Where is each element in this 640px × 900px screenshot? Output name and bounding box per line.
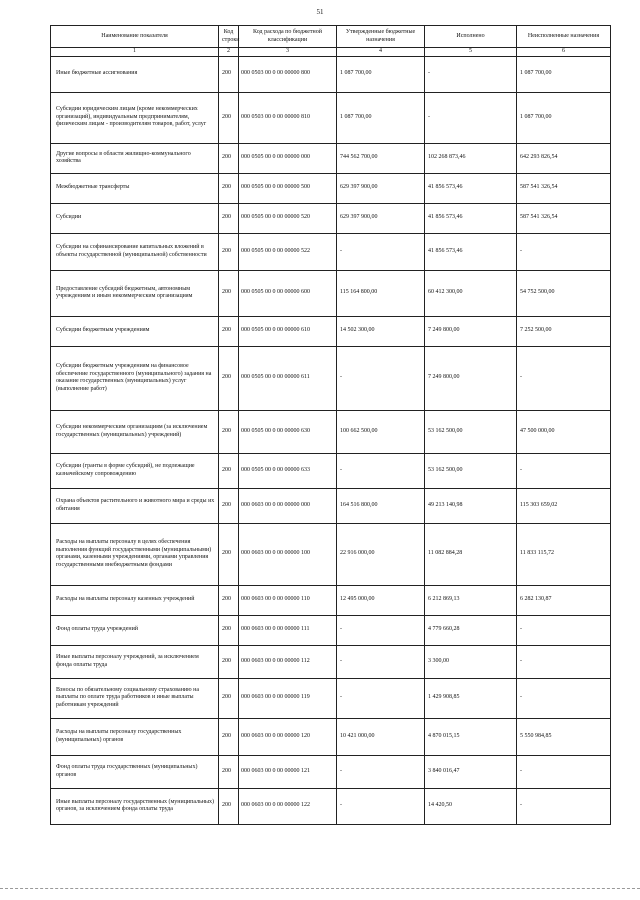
row-unexecuted: 587 541 326,54 [517,203,611,233]
row-code: 200 [219,233,239,270]
table-row [51,755,611,788]
row-executed: 53 162 500,00 [425,410,517,453]
row-unexecuted: 5 550 984,85 [517,718,611,755]
row-approved: - [337,755,425,788]
header-row [51,26,611,48]
header-unexecuted: Неисполненные назначения [517,26,611,48]
row-code: 200 [219,523,239,585]
row-executed: 7 249 800,00 [425,316,517,346]
row-budget-code: 000 0505 00 0 00 00000 500 [239,173,337,203]
row-name: Фонд оплаты труда государственных (муниципальных) органов [51,755,219,788]
row-unexecuted: - [517,788,611,824]
row-code: 200 [219,453,239,488]
row-unexecuted: 7 252 500,00 [517,316,611,346]
table-row [51,143,611,173]
row-approved: - [337,453,425,488]
row-unexecuted: - [517,615,611,645]
row-budget-code: 000 0505 00 0 00 00000 522 [239,233,337,270]
row-approved: - [337,615,425,645]
row-budget-code: 000 0603 00 0 00 00000 119 [239,678,337,718]
row-executed: 60 412 300,00 [425,270,517,316]
row-approved: - [337,645,425,678]
row-code: 200 [219,173,239,203]
row-budget-code: 000 0603 00 0 00 00000 121 [239,755,337,788]
row-unexecuted: 642 293 826,54 [517,143,611,173]
row-unexecuted: 11 833 115,72 [517,523,611,585]
row-name: Субсидии бюджетным учреждениям [51,316,219,346]
row-unexecuted: 47 500 000,00 [517,410,611,453]
row-code: 200 [219,143,239,173]
column-number: 4 [337,48,425,57]
row-executed: 3 300,00 [425,645,517,678]
row-name: Расходы на выплаты персоналу государственных (муниципальных) органов [51,718,219,755]
row-budget-code: 000 0505 00 0 00 00000 611 [239,346,337,410]
row-code: 200 [219,410,239,453]
row-executed: - [425,92,517,143]
row-executed: 102 268 873,46 [425,143,517,173]
row-approved: 115 164 800,00 [337,270,425,316]
row-name: Расходы на выплаты персоналу в целях обеспечения выполнения функций государственными (муниципальными) органами, казенными учреждениями, органами управления государственными внебюджетными фондами [51,523,219,585]
row-code: 200 [219,203,239,233]
row-unexecuted: 587 541 326,54 [517,173,611,203]
row-executed: 41 856 573,46 [425,203,517,233]
row-approved: 22 916 000,00 [337,523,425,585]
header-budget-code: Код расхода по бюджетной классификации [239,26,337,48]
row-unexecuted: - [517,678,611,718]
row-name: Субсидии [51,203,219,233]
row-name: Субсидии некоммерческим организациям (за исключением государственных (муниципальных) учреждений) [51,410,219,453]
table-row [51,92,611,143]
row-approved: - [337,678,425,718]
row-name: Иные выплаты персоналу государственных (муниципальных) органов, за исключением фонда оплаты труда [51,788,219,824]
row-name: Субсидии бюджетным учреждениям на финансовое обеспечение государственного (муниципального) задания на оказание государственных (муниципальных) услуг (выполнение работ) [51,346,219,410]
row-executed: 4 779 660,28 [425,615,517,645]
row-budget-code: 000 0603 00 0 00 00000 110 [239,585,337,615]
table-row [51,410,611,453]
row-executed: 53 162 500,00 [425,453,517,488]
row-name: Субсидии на софинансирование капитальных вложений в объекты государственной (муниципальной) собственности [51,233,219,270]
row-unexecuted: 115 303 659,02 [517,488,611,523]
row-code: 200 [219,56,239,92]
row-name: Фонд оплаты труда учреждений [51,615,219,645]
row-budget-code: 000 0603 00 0 00 00000 122 [239,788,337,824]
row-approved: 164 516 800,00 [337,488,425,523]
table-row [51,346,611,410]
row-unexecuted: - [517,233,611,270]
table-row [51,316,611,346]
row-code: 200 [219,270,239,316]
row-unexecuted: - [517,346,611,410]
row-budget-code: 000 0603 00 0 00 00000 100 [239,523,337,585]
table-row [51,718,611,755]
row-budget-code: 000 0503 00 0 00 00000 800 [239,56,337,92]
row-budget-code: 000 0503 00 0 00 00000 810 [239,92,337,143]
row-name: Иные выплаты персоналу учреждений, за исключением фонда оплаты труда [51,645,219,678]
column-number: 3 [239,48,337,57]
row-approved: 629 397 900,00 [337,173,425,203]
row-code: 200 [219,346,239,410]
header-row-code: Код строки [219,26,239,48]
table-row [51,56,611,92]
row-name: Расходы на выплаты персоналу казенных учреждений [51,585,219,615]
row-budget-code: 000 0603 00 0 00 00000 000 [239,488,337,523]
row-approved: 629 397 900,00 [337,203,425,233]
row-code: 200 [219,718,239,755]
row-executed: 3 840 016,47 [425,755,517,788]
row-approved: - [337,788,425,824]
row-unexecuted: 54 752 500,00 [517,270,611,316]
column-number: 2 [219,48,239,57]
header-name: Наименование показателя [51,26,219,48]
table-row [51,270,611,316]
row-executed: 7 249 800,00 [425,346,517,410]
row-code: 200 [219,585,239,615]
row-name: Предоставление субсидий бюджетным, автономным учреждениям и иным некоммерческим организациям [51,270,219,316]
row-executed: 11 082 884,28 [425,523,517,585]
row-approved: 10 421 000,00 [337,718,425,755]
row-unexecuted: - [517,755,611,788]
row-approved: 1 087 700,00 [337,56,425,92]
row-name: Межбюджетные трансферты [51,173,219,203]
row-approved: 14 502 300,00 [337,316,425,346]
table-row [51,233,611,270]
page-number: 51 [316,8,324,16]
row-executed: - [425,56,517,92]
table-row [51,203,611,233]
row-approved: - [337,346,425,410]
table-row [51,585,611,615]
row-budget-code: 000 0505 00 0 00 00000 520 [239,203,337,233]
column-number: 5 [425,48,517,57]
row-name: Иные бюджетные ассигнования [51,56,219,92]
table-row [51,678,611,718]
column-number: 1 [51,48,219,57]
row-approved: 744 562 700,00 [337,143,425,173]
column-number-row [51,48,611,57]
table-row [51,523,611,585]
column-number: 6 [517,48,611,57]
row-executed: 41 856 573,46 [425,173,517,203]
row-code: 200 [219,615,239,645]
row-unexecuted: - [517,645,611,678]
row-budget-code: 000 0603 00 0 00 00000 120 [239,718,337,755]
row-code: 200 [219,645,239,678]
row-approved: - [337,233,425,270]
table-row [51,173,611,203]
row-executed: 14 420,50 [425,788,517,824]
row-unexecuted: 6 282 130,87 [517,585,611,615]
row-approved: 100 662 500,00 [337,410,425,453]
table-row [51,453,611,488]
row-budget-code: 000 0603 00 0 00 00000 111 [239,615,337,645]
table-row [51,645,611,678]
row-code: 200 [219,678,239,718]
row-approved: 1 087 700,00 [337,92,425,143]
row-name: Охрана объектов растительного и животного мира и среды их обитания [51,488,219,523]
header-approved: Утвержденные бюджетные назначения [337,26,425,48]
row-approved: 12 495 000,00 [337,585,425,615]
row-budget-code: 000 0505 00 0 00 00000 600 [239,270,337,316]
header-executed: Исполнено [425,26,517,48]
row-unexecuted: 1 087 700,00 [517,92,611,143]
row-unexecuted: - [517,453,611,488]
row-code: 200 [219,92,239,143]
row-budget-code: 000 0505 00 0 00 00000 000 [239,143,337,173]
row-budget-code: 000 0505 00 0 00 00000 610 [239,316,337,346]
table-row [51,788,611,824]
budget-expenditure-table [50,25,611,825]
row-budget-code: 000 0603 00 0 00 00000 112 [239,645,337,678]
row-name: Субсидии юридическим лицам (кроме некоммерческих организаций), индивидуальным предпринимателям, физическим лицам - производителям товаров, работ, услуг [51,92,219,143]
row-name: Другие вопросы в области жилищно-коммунального хозяйства [51,143,219,173]
footer-divider [0,888,640,889]
row-name: Субсидии (гранты в форме субсидий), не подлежащие казначейскому сопровождению [51,453,219,488]
row-code: 200 [219,788,239,824]
row-unexecuted: 1 087 700,00 [517,56,611,92]
row-executed: 1 429 908,85 [425,678,517,718]
row-executed: 4 870 015,15 [425,718,517,755]
row-code: 200 [219,316,239,346]
row-budget-code: 000 0505 00 0 00 00000 630 [239,410,337,453]
row-code: 200 [219,488,239,523]
row-executed: 6 212 869,13 [425,585,517,615]
table-row [51,615,611,645]
row-executed: 41 856 573,46 [425,233,517,270]
row-executed: 49 213 140,98 [425,488,517,523]
row-budget-code: 000 0505 00 0 00 00000 633 [239,453,337,488]
row-name: Взносы по обязательному социальному страхованию на выплаты по оплате труда работников и иные выплаты работникам учреждений [51,678,219,718]
table-body [51,56,611,824]
row-code: 200 [219,755,239,788]
table-row [51,488,611,523]
